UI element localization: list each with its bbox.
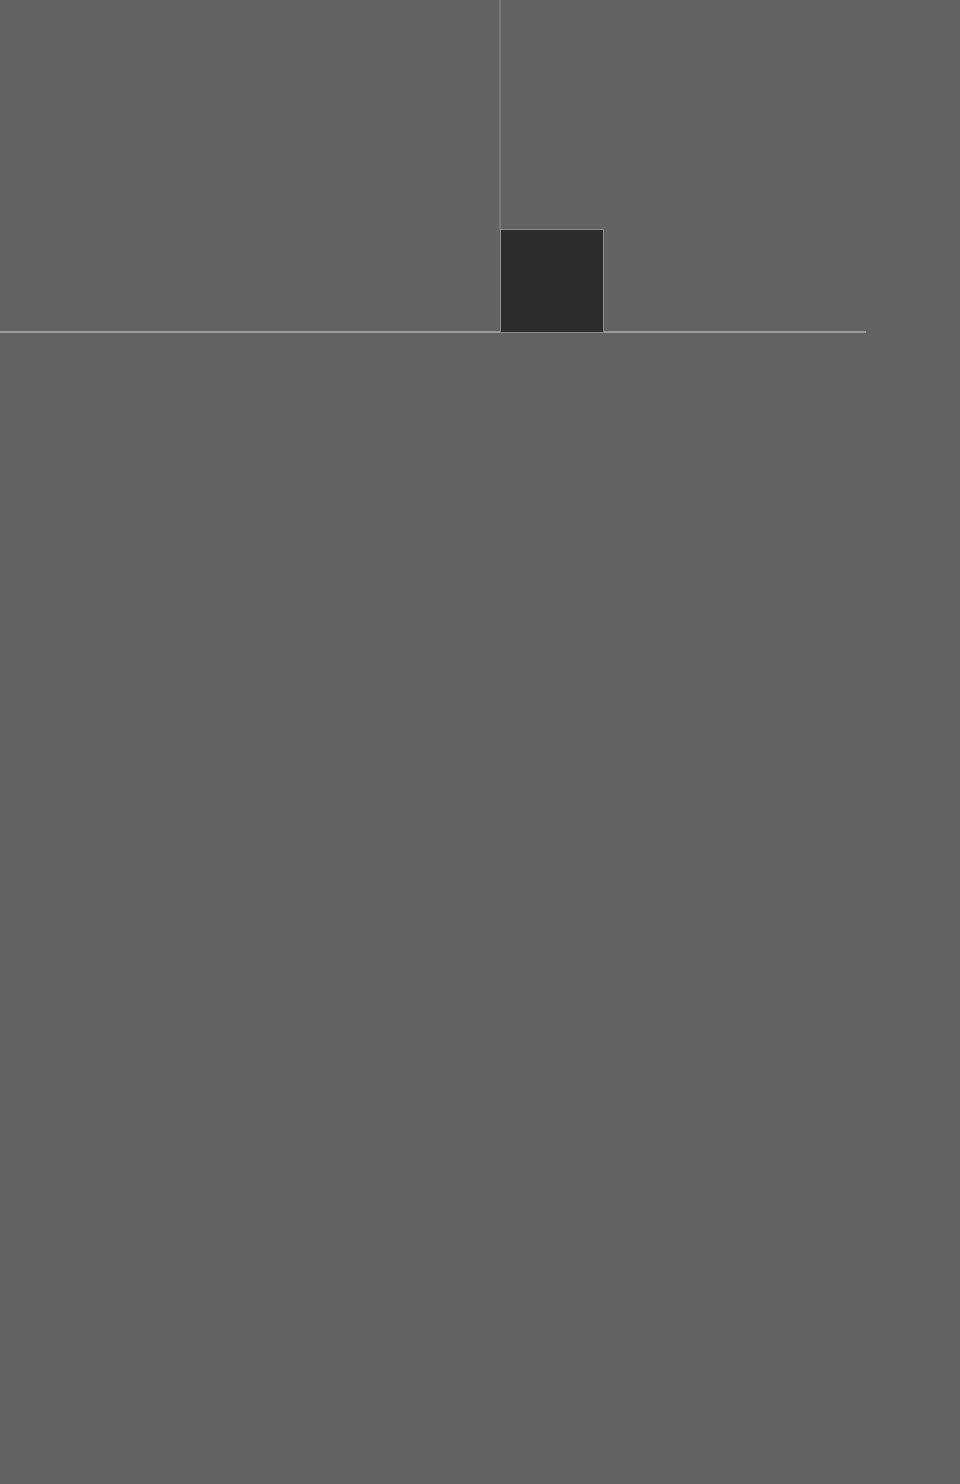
chapter-number-tab — [500, 229, 604, 333]
header-horizontal-rule — [0, 331, 866, 333]
header-vertical-rule — [499, 0, 501, 230]
